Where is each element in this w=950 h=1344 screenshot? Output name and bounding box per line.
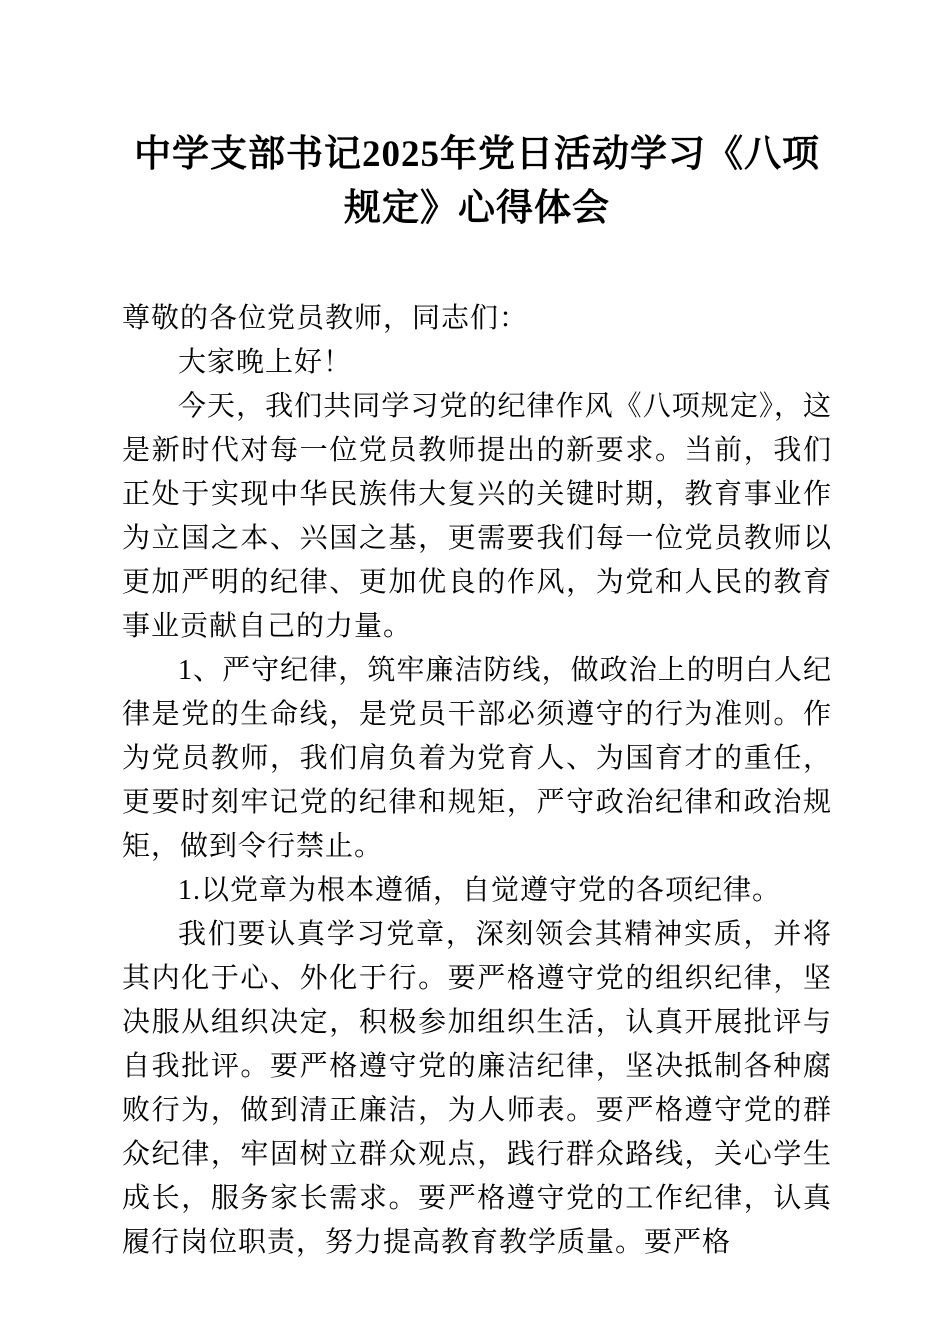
paragraph: 今天，我们共同学习党的纪律作风《八项规定》，这是新时代对每一位党员教师提出的新要求。当前，我们正处于实现中华民族伟大复兴的关键时期，教育事业作为立国之本、兴国之基，更需要我们每一位党员教师以更加严明的纪律、更加优良的作风，为党和人民的教育事业贡献自己的力量。 [122, 391, 832, 643]
paragraph: 尊敬的各位党员教师，同志们： [122, 303, 529, 335]
document-body [122, 297, 832, 1265]
document-title: 中学支部书记2025年党日活动学习《八项规定》心得体会 [134, 134, 820, 229]
paragraph: 大家晚上好！ [178, 347, 353, 379]
paragraph: 我们要认真学习党章，深刻领会其精神实质，并将其内化于心、外化于行。要严格遵守党的组织纪律，坚决服从组织决定，积极参加组织生活，认真开展批评与自我批评。要严格遵守党的廉洁纪律，坚决抵制各种腐败行为，做到清正廉洁，为人师表。要严格遵守党的群众纪律，牢固树立群众观点，践行群众路线，关心学生成长，服务家长需求。要严格遵守党的工作纪律，认真履行岗位职责，努力提高教育教学质量。要严格 [122, 919, 832, 1259]
paragraph: 1.以党章为根本遵循，自觉遵守党的各项纪律。 [178, 875, 782, 907]
paragraph: 1、严守纪律，筑牢廉洁防线，做政治上的明白人纪律是党的生命线，是党员干部必须遵守的行为准则。作为党员教师，我们肩负着为党育人、为国育才的重任，更要时刻牢记党的纪律和规矩，严守政治纪律和政治规矩，做到令行禁止。 [122, 655, 832, 863]
